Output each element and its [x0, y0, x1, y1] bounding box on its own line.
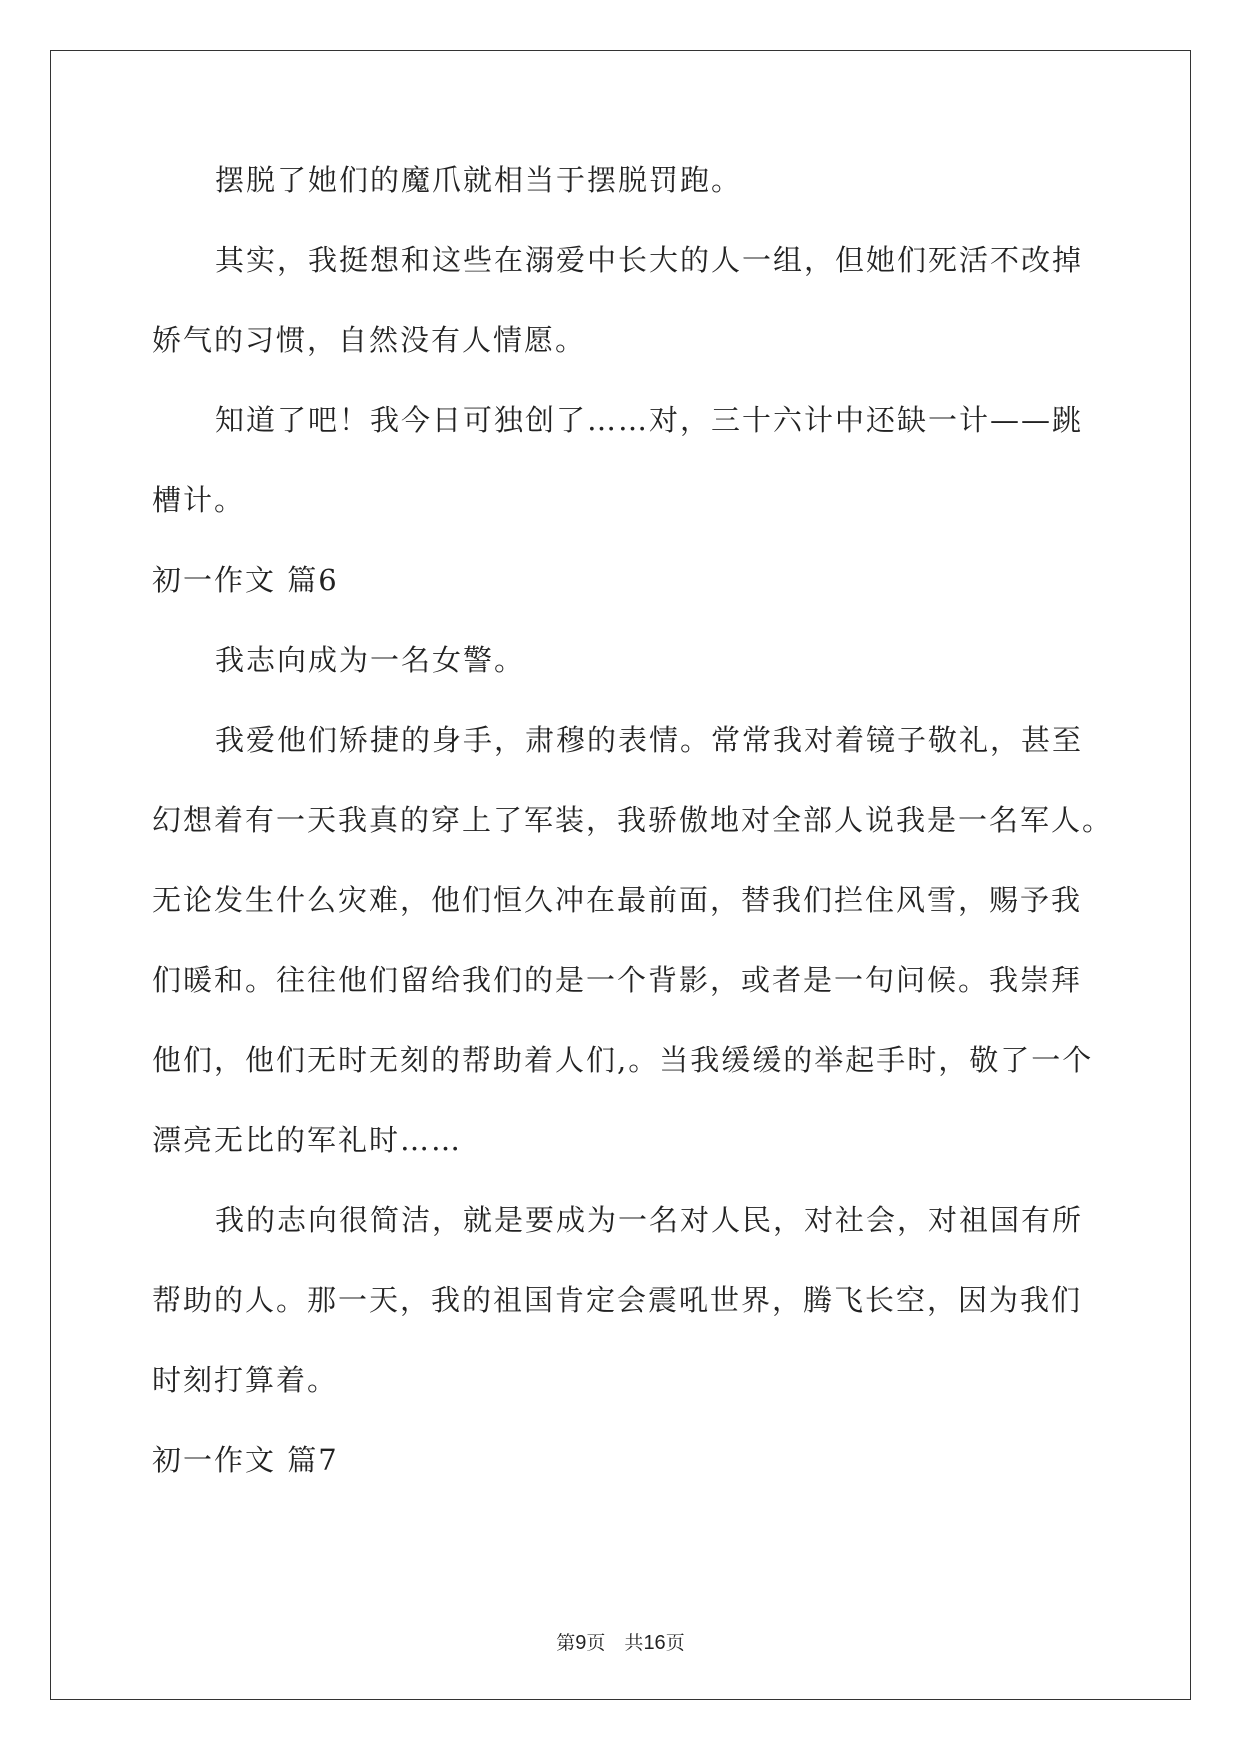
document-body: [152, 140, 1114, 1500]
footer-middle: 页 共: [586, 1632, 644, 1654]
paragraph-line: 时刻打算着。: [152, 1363, 339, 1397]
paragraph-line: 帮助的人。那一天，我的祖国肯定会震吼世界，腾飞长空，因为我们: [152, 1283, 1083, 1317]
paragraph-line: 他们，他们无时无刻的帮助着人们,。当我缓缓的举起手时，敬了一个: [152, 1043, 1094, 1077]
footer-prefix: 第: [556, 1632, 576, 1654]
paragraph-line: 我爱他们矫捷的身手，肃穆的表情。常常我对着镜子敬礼，甚至: [215, 723, 1084, 757]
paragraph-line: 摆脱了她们的魔爪就相当于摆脱罚跑。: [215, 163, 743, 197]
paragraph-line: 其实，我挺想和这些在溺爱中长大的人一组，但她们死活不改掉: [215, 243, 1084, 277]
paragraph-line: 幻想着有一天我真的穿上了军装，我骄傲地对全部人说我是一名军人。: [152, 803, 1114, 837]
page-footer: [0, 1628, 1241, 1655]
current-page-number: 9: [575, 1632, 587, 1654]
footer-suffix: 页: [665, 1632, 685, 1654]
paragraph-line: 无论发生什么灾难，他们恒久冲在最前面，替我们拦住风雪，赐予我: [152, 883, 1083, 917]
paragraph-line: 娇气的习惯，自然没有人情愿。: [152, 323, 587, 357]
total-pages-number: 16: [643, 1632, 666, 1654]
paragraph-line: 我的志向很简洁，就是要成为一名对人民，对社会，对祖国有所: [215, 1203, 1084, 1237]
section-heading: 初一作文 篇6: [152, 563, 339, 597]
paragraph-line: 知道了吧！我今日可独创了……对，三十六计中还缺一计——跳: [215, 403, 1084, 437]
paragraph-line: 漂亮无比的军礼时……: [152, 1123, 463, 1157]
paragraph-line: 们暖和。往往他们留给我们的是一个背影，或者是一句问候。我崇拜: [152, 963, 1083, 997]
paragraph-line: 槽计。: [152, 483, 246, 517]
paragraph-line: 我志向成为一名女警。: [215, 643, 526, 677]
section-heading: 初一作文 篇7: [152, 1443, 339, 1477]
